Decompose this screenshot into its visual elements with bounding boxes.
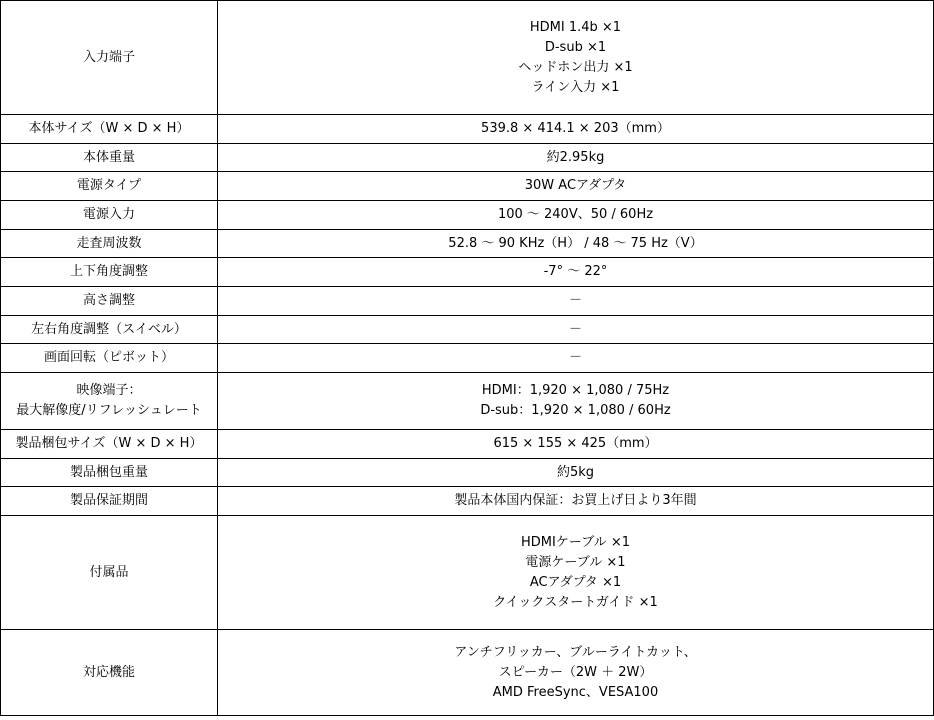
spec-value: 539.8 × 414.1 × 203（mm）: [218, 115, 934, 144]
spec-value: 約5kg: [218, 459, 934, 487]
spec-label: 対応機能: [1, 630, 218, 716]
spec-row-package-size: [1, 430, 934, 459]
spec-label: 左右角度調整（スイベル）: [1, 316, 218, 344]
spec-row-package-weight: [1, 459, 934, 487]
spec-row-body-size: [1, 115, 934, 144]
spec-value: HDMIケーブル ×1 電源ケーブル ×1 ACアダプタ ×1 クイックスタートガイド ×1: [218, 516, 934, 630]
spec-row-tilt: [1, 258, 934, 287]
spec-value: HDMI：1,920 × 1,080 / 75Hz D-sub：1,920 × 1,080 / 60Hz: [218, 373, 934, 430]
spec-label: 上下角度調整: [1, 258, 218, 287]
spec-row-scan-frequency: [1, 230, 934, 258]
spec-label: 走査周波数: [1, 230, 218, 258]
spec-label: 付属品: [1, 516, 218, 630]
spec-row-pivot: [1, 344, 934, 373]
spec-row-input-ports: [1, 1, 934, 115]
spec-value: 約2.95kg: [218, 144, 934, 172]
spec-label: 映像端子： 最大解像度/リフレッシュレート: [1, 373, 218, 430]
spec-value: -7° ～ 22°: [218, 258, 934, 287]
spec-label: 電源入力: [1, 201, 218, 230]
spec-label: 高さ調整: [1, 287, 218, 316]
spec-value: 100 ～ 240V、50 / 60Hz: [218, 201, 934, 230]
spec-row-power-type: [1, 172, 934, 201]
spec-row-warranty: [1, 487, 934, 516]
spec-value: 30W ACアダプタ: [218, 172, 934, 201]
spec-value: 製品本体国内保証：お買上げ日より3年間: [218, 487, 934, 516]
spec-value: －: [218, 287, 934, 316]
spec-row-video-ports: [1, 373, 934, 430]
spec-row-power-input: [1, 201, 934, 230]
spec-value: HDMI 1.4b ×1 D-sub ×1 ヘッドホン出力 ×1 ライン入力 ×1: [218, 1, 934, 115]
spec-value: 52.8 ～ 90 KHz（H） / 48 ～ 75 Hz（V）: [218, 230, 934, 258]
spec-value: －: [218, 344, 934, 373]
spec-label: 製品梱包重量: [1, 459, 218, 487]
spec-row-swivel: [1, 316, 934, 344]
spec-label: 本体サイズ（W × D × H）: [1, 115, 218, 144]
spec-label: 電源タイプ: [1, 172, 218, 201]
spec-row-features: [1, 630, 934, 716]
spec-label: 本体重量: [1, 144, 218, 172]
spec-row-accessories: [1, 516, 934, 630]
spec-label: 製品保証期間: [1, 487, 218, 516]
spec-row-body-weight: [1, 144, 934, 172]
spec-value: 615 × 155 × 425（mm）: [218, 430, 934, 459]
spec-label: 入力端子: [1, 1, 218, 115]
spec-row-height-adjust: [1, 287, 934, 316]
spec-label: 画面回転（ピボット）: [1, 344, 218, 373]
spec-label: 製品梱包サイズ（W × D × H）: [1, 430, 218, 459]
spec-value: －: [218, 316, 934, 344]
spec-value: アンチフリッカー、ブルーライトカット、 スピーカー（2W ＋ 2W） AMD FreeSync、VESA100: [218, 630, 934, 716]
